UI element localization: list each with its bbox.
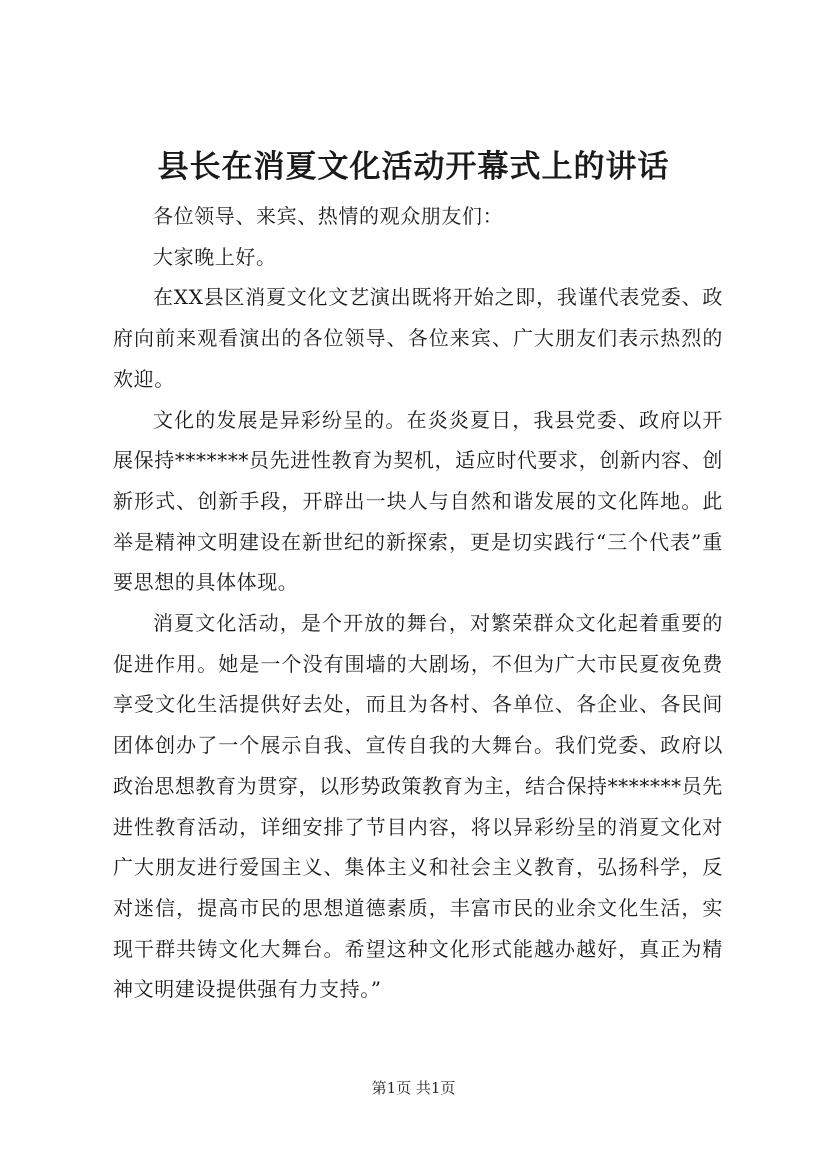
document-body <box>113 196 723 1010</box>
paragraph-welcome: 在XX县区消夏文化文艺演出既将开始之即，我谨代表党委、政府向前来观看演出的各位领导、各位来宾、广大朋友们表示热烈的欢迎。 <box>113 285 723 391</box>
paragraph-salutation: 大家晚上好。 <box>153 244 277 269</box>
paragraph-culture-development: 文化的发展是异彩纷呈的。在炎炎夏日，我县党委、政府以开展保持*******员先进性教育为契机，适应时代要求，创新内容、创新形式、创新手段，开辟出一块人与自然和谐发展的文化阵地。此举是精神文明建设在新世纪的新探索，更是切实践行“三个代表”重要思想的具体体现。 <box>113 407 723 595</box>
paragraph-greeting: 各位领导、来宾、热情的观众朋友们： <box>153 204 504 228</box>
paragraph-summer-activity: 消夏文化活动，是个开放的舞台，对繁荣群众文化起着重要的促进作用。她是一个没有围墙的大剧场，不但为广大市民夏夜免费享受文化生活提供好去处，而且为各村、各单位、各企业、各民间团体创办了一个展示自我、宣传自我的大舞台。我们党委、政府以政治思想教育为贯穿，以形势政策教育为主，结合保持*******员先进性教育活动，详细安排了节目内容，将以异彩纷呈的消夏文化对广大朋友进行爱国主义、集体主义和社会主义教育，弘扬科学，反对迷信，提高市民的思想道德素质，丰富市民的业余文化生活，实现干群共铸文化大舞台。希望这种文化形式能越办越好，真正为精神文明建设提供强有力支持。” <box>113 611 723 1002</box>
page-footer: 第1页 共1页 <box>371 1079 456 1097</box>
document-title: 县长在消夏文化活动开幕式上的讲话 <box>157 149 670 185</box>
